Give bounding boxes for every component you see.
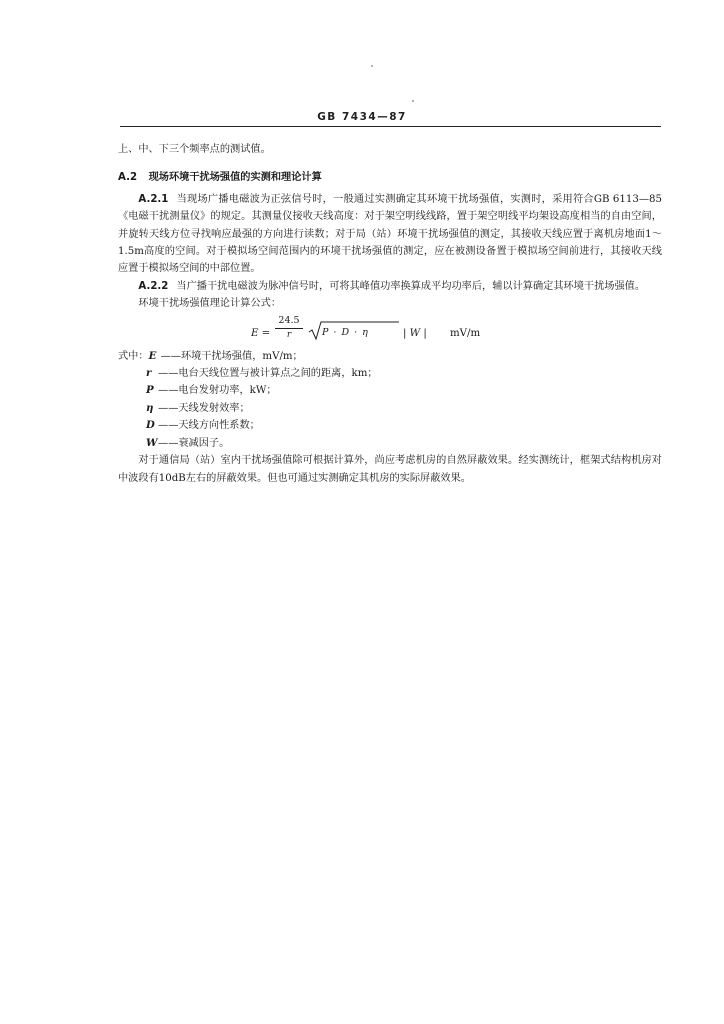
symbol-description: ——天线方向性系数； [158, 420, 260, 432]
symbol: D [146, 419, 155, 432]
symbol-description: ——电台发射功率，kW； [158, 385, 277, 397]
section-heading [118, 169, 662, 186]
symbol-description: ——电台天线位置与被计算点之间的距离，km； [158, 368, 378, 380]
continued-text: 上、中、下三个频率点的测试值。 [118, 144, 271, 155]
symbol: W [146, 436, 158, 449]
formula-intro: 环境干扰场强值理论计算公式： [138, 298, 282, 310]
fraction-numerator: 24.5 [278, 314, 300, 326]
section-number: A.2 [118, 172, 138, 184]
header-rule [120, 126, 661, 127]
where-label: 式中： [118, 350, 149, 362]
standard-code-header: GB 7434—87 [317, 111, 407, 123]
clause-number: A.2.2 [138, 280, 169, 292]
scan-speck [412, 100, 414, 102]
clause-number: A.2.1 [138, 193, 169, 205]
formula-lhs: E = [251, 327, 271, 339]
symbol: r [146, 367, 152, 380]
clause-text: 当现场广播电磁波为正弦信号时，一般通过实测确定其环境干扰场强值，实测时，采用符合GB 6113—85《电磁干扰测量仪》的规定。其测量仪接收天线高度：对于架空明线线路，置于架空明线平均架设高度相当的自由空间，并旋转天线方位寻找响应最强的方向进行读数；对于局（站）环境干扰场强值的测定，其接收天线应置于离机房地面1～1.5m高度的空间。对于模拟场空间范围内的环境干扰场强值的测定，应在被测设备置于模拟场空间前进行，其接收天线应置于模拟场空间的中部位置。 [118, 193, 662, 275]
clause-text: 当广播干扰电磁波为脉冲信号时，可将其峰值功率换算成平均功率后，辅以计算确定其环境干扰场强值。 [176, 280, 646, 292]
section-title: 现场环境干扰场强值的实测和理论计算 [148, 172, 322, 184]
clause-a22 [118, 278, 662, 295]
symbol-definition [118, 400, 662, 417]
symbol: E [148, 349, 157, 362]
radicand: P · D · η [322, 326, 369, 338]
fraction-denominator: r [286, 329, 292, 340]
symbol-definition [118, 382, 662, 399]
formula-fraction [273, 314, 305, 341]
symbol: η [146, 401, 154, 414]
symbol-definition [118, 365, 662, 382]
body-text [118, 141, 662, 487]
shielding-note: 对于通信局（站）室内干扰场强值除可根据计算外，尚应考虑机房的自然屏蔽效果。经实测统计，框架式结构机房对中波段有10dB左右的屏蔽效果。但也可通过实测确定其机房的实际屏蔽效果。 [118, 455, 662, 484]
scan-speck [371, 65, 373, 67]
attenuation-factor: | W | [403, 327, 427, 339]
symbol-definition [118, 417, 662, 434]
symbol: P [146, 384, 154, 397]
symbol-definition [118, 435, 662, 452]
symbol-description: ——环境干扰场强值，mV/m； [160, 350, 303, 362]
symbol-description: ——天线发射效率； [158, 402, 250, 414]
symbol-description: ——衰减因子。 [158, 437, 230, 449]
formula-unit: mV/m [450, 327, 481, 339]
clause-a21 [118, 191, 662, 278]
symbol-definition [118, 348, 662, 365]
field-strength-formula [118, 314, 662, 348]
